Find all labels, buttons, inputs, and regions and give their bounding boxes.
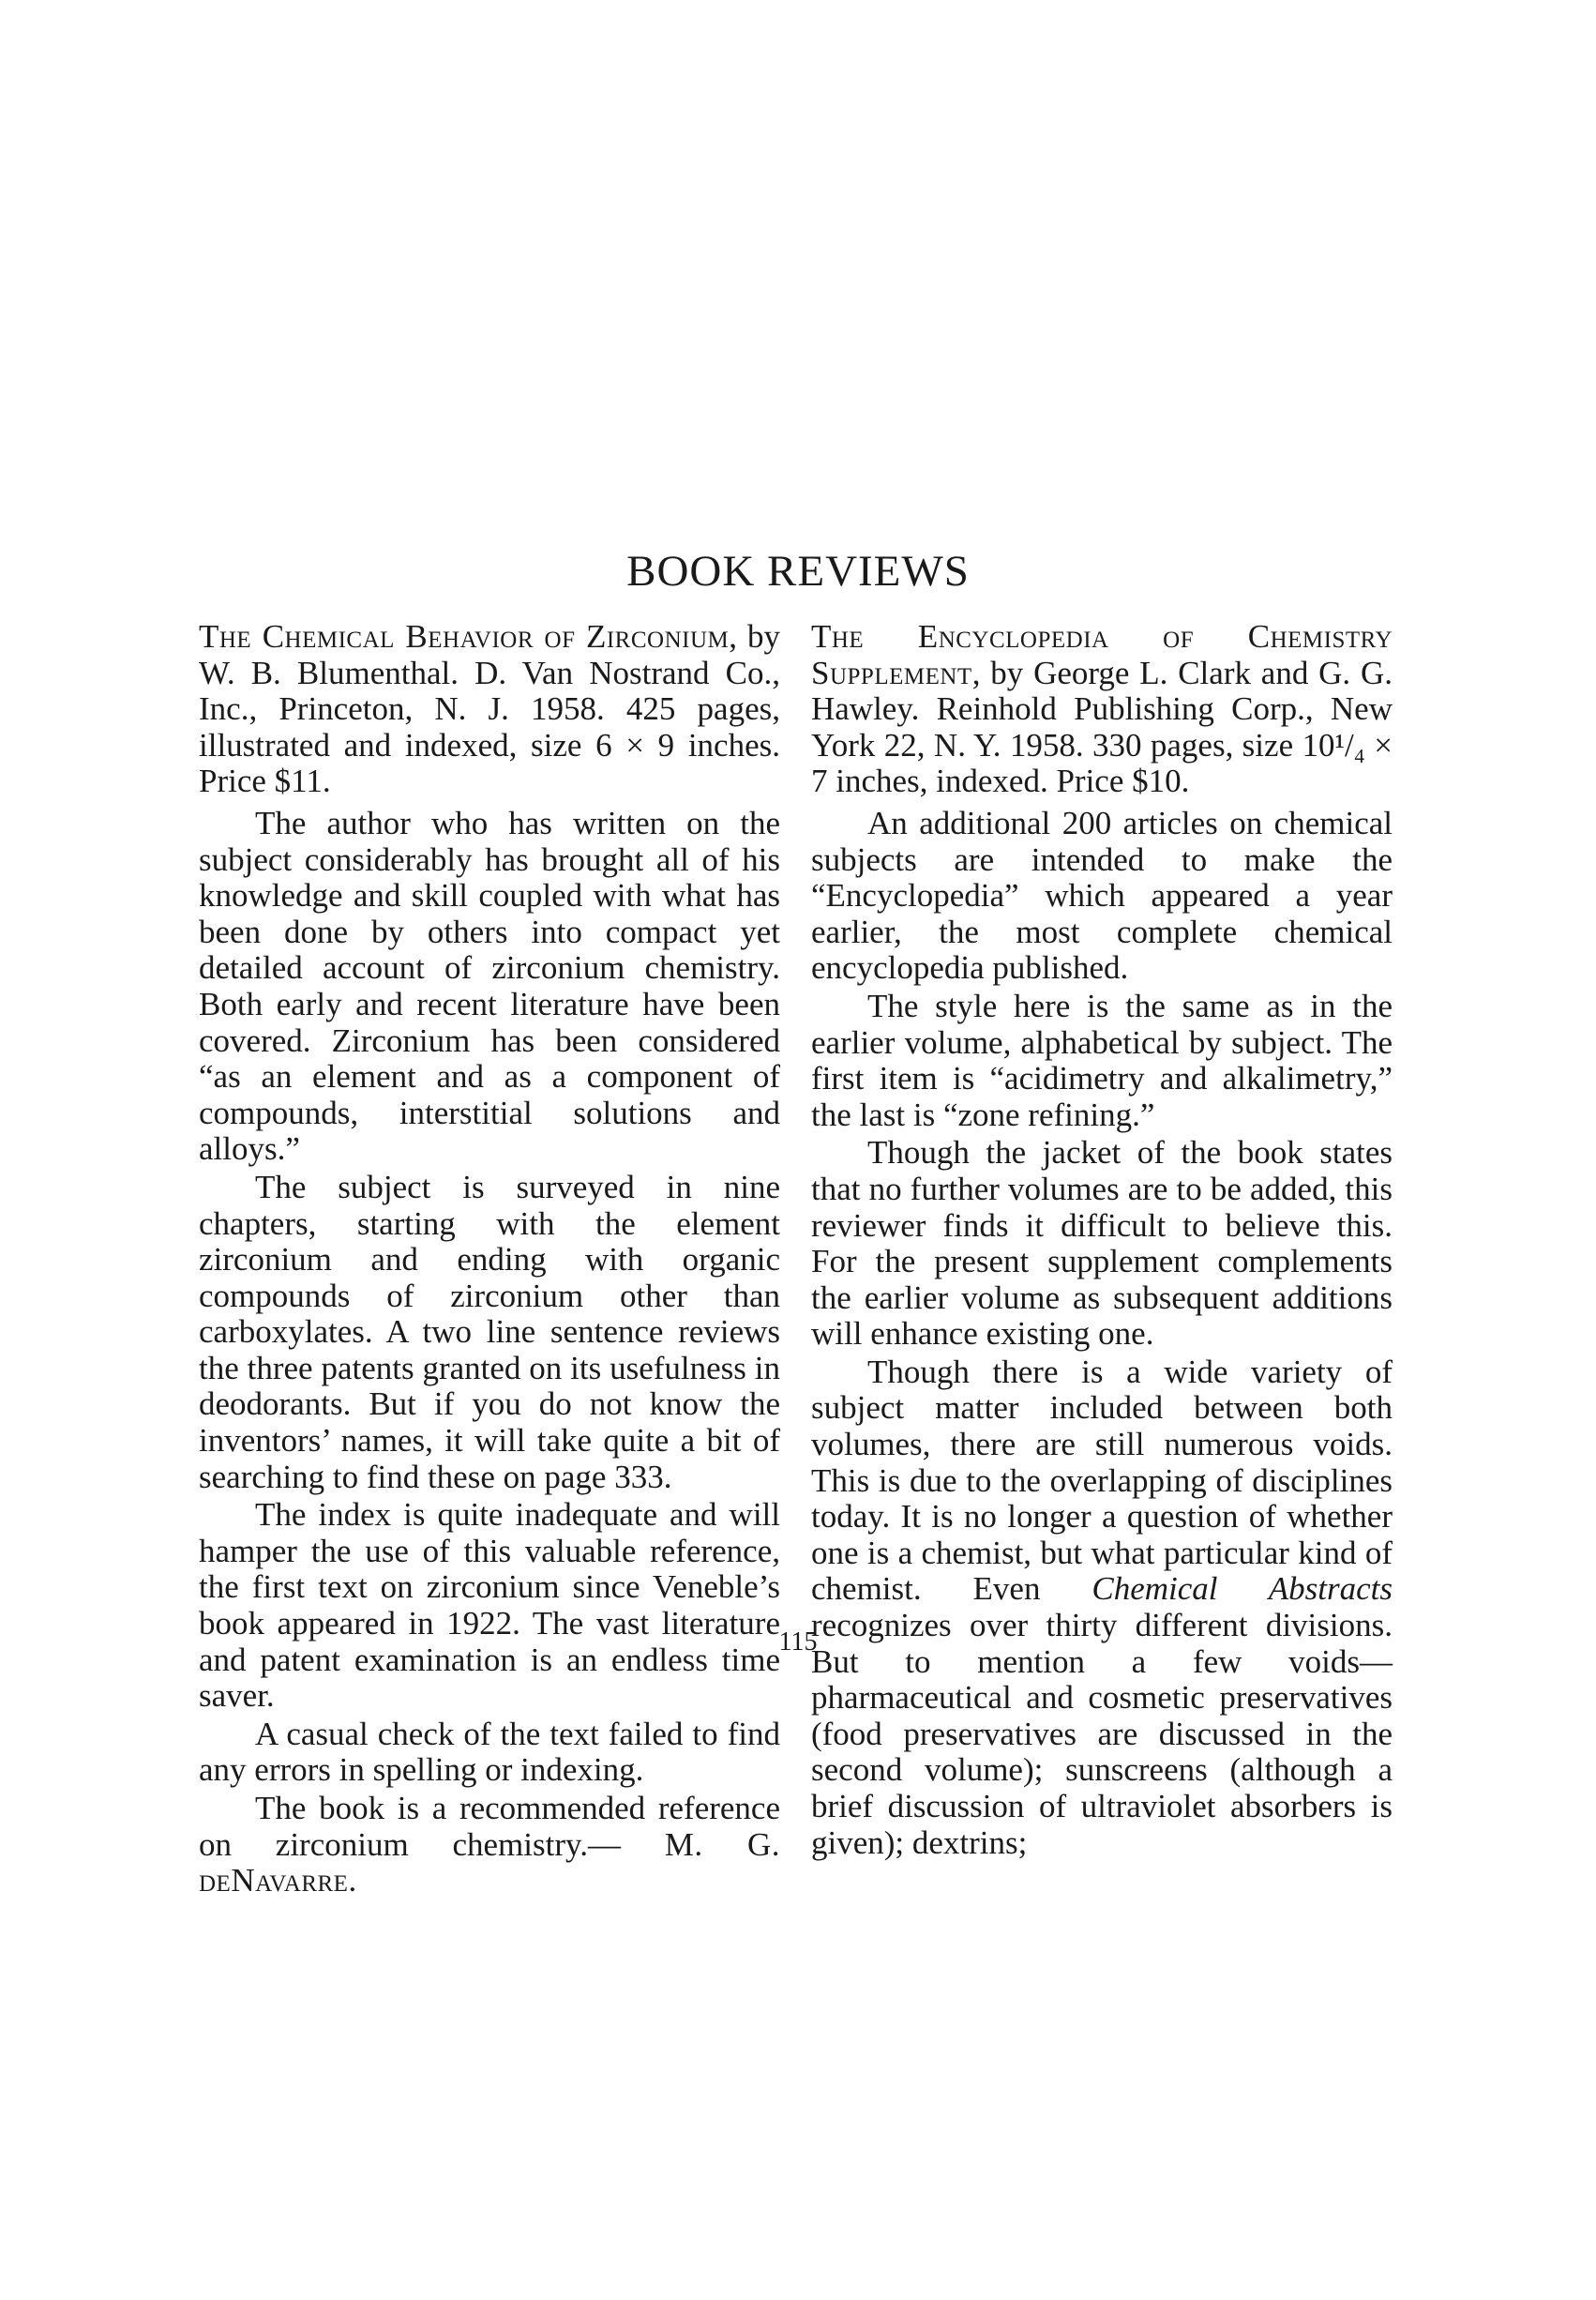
text-segment: recognizes over thirty different divisions. But to mention a few voids—pharmaceutical and cosmetic preservatives (food preservatives are discussed in the second volume); sunscreens (although a brief discussion of ultraviolet absorbers is given); dextrins; bbox=[811, 1607, 1393, 1861]
reviewer-signature: M. G. deNavarre. bbox=[199, 1825, 780, 1899]
book-title: The Chemical Behavior of Zirconium bbox=[199, 618, 730, 655]
book-details: , by George L. Clark and G. G. Hawley. Reinhold Publishing Corp., New York 22, N. Y. 1958. 330 pages, size 10¹/₄ × 7 inches, indexed. Price $10. bbox=[811, 654, 1393, 800]
review-paragraph-final bbox=[199, 1791, 780, 1899]
book-details: , by W. B. Blumenthal. D. Van Nostrand Co., Inc., Princeton, N. J. 1958. 425 pages, illustrated and indexed, size 6 × 9 inches. Price $11. bbox=[199, 618, 780, 800]
review-header-encyclopedia bbox=[811, 619, 1393, 800]
journal-title: Chemical Abstracts bbox=[1092, 1570, 1393, 1608]
review-paragraph-continued bbox=[811, 1354, 1393, 1861]
final-text: The book is a recommended reference on zirconium chemistry.— bbox=[199, 1790, 780, 1863]
page-title: BOOK REVIEWS bbox=[626, 547, 970, 596]
text-segment: Though there is a wide variety of subject matter included between both volumes, there are still numerous voids. This is due to the overlapping of disciplines today. It is no longer a question of whether one is a chemist, but what particular kind of chemist. Even bbox=[811, 1353, 1393, 1608]
review-paragraph: An additional 200 articles on chemical subjects are intended to make the “Encyclopedia” which appeared a year earlier, the most complete chemical encyclopedia published. bbox=[811, 804, 1393, 987]
review-paragraph: The subject is surveyed in nine chapters, starting with the element zirconium and ending with organic compounds of zirconium other than carboxylates. A two line sentence reviews the three patents granted on its usefulness in deodorants. But if you do not know the inventors’ names, it will take quite a bit of searching to find these on page 333. bbox=[199, 1168, 780, 1495]
review-right-column bbox=[811, 619, 1393, 1863]
book-title: The Encyclopedia of Chemistry Supplement bbox=[811, 618, 1393, 691]
review-paragraph: A casual check of the text failed to find any errors in spelling or indexing. bbox=[199, 1715, 780, 1789]
review-paragraph: The index is quite inadequate and will hamper the use of this valuable reference, the first text on zirconium since Veneble’s book appeared in 1922. The vast literature and patent examination is an endless time saver. bbox=[199, 1496, 780, 1715]
page-number: 115 bbox=[778, 1627, 818, 1657]
review-paragraph: The style here is the same as in the earlier volume, alphabetical by subject. The first item is “acidimetry and alkalimetry,” the last is “zone refining.” bbox=[811, 987, 1393, 1133]
review-paragraph: The author who has written on the subject considerably has brought all of his knowledge and skill coupled with what has been done by others into compact yet detailed account of zirconium chemistry. Both early and recent literature have been covered. Zirconium has been considered “as an element and as a component of compounds, interstitial solutions and alloys.” bbox=[199, 804, 780, 1168]
review-left-column bbox=[199, 619, 780, 1901]
review-paragraph: Though the jacket of the book states that no further volumes are to be added, this reviewer finds it difficult to believe this. For the present supplement complements the earlier volume as subsequent additions will enhance existing one. bbox=[811, 1134, 1393, 1353]
review-header-zirconium bbox=[199, 619, 780, 800]
